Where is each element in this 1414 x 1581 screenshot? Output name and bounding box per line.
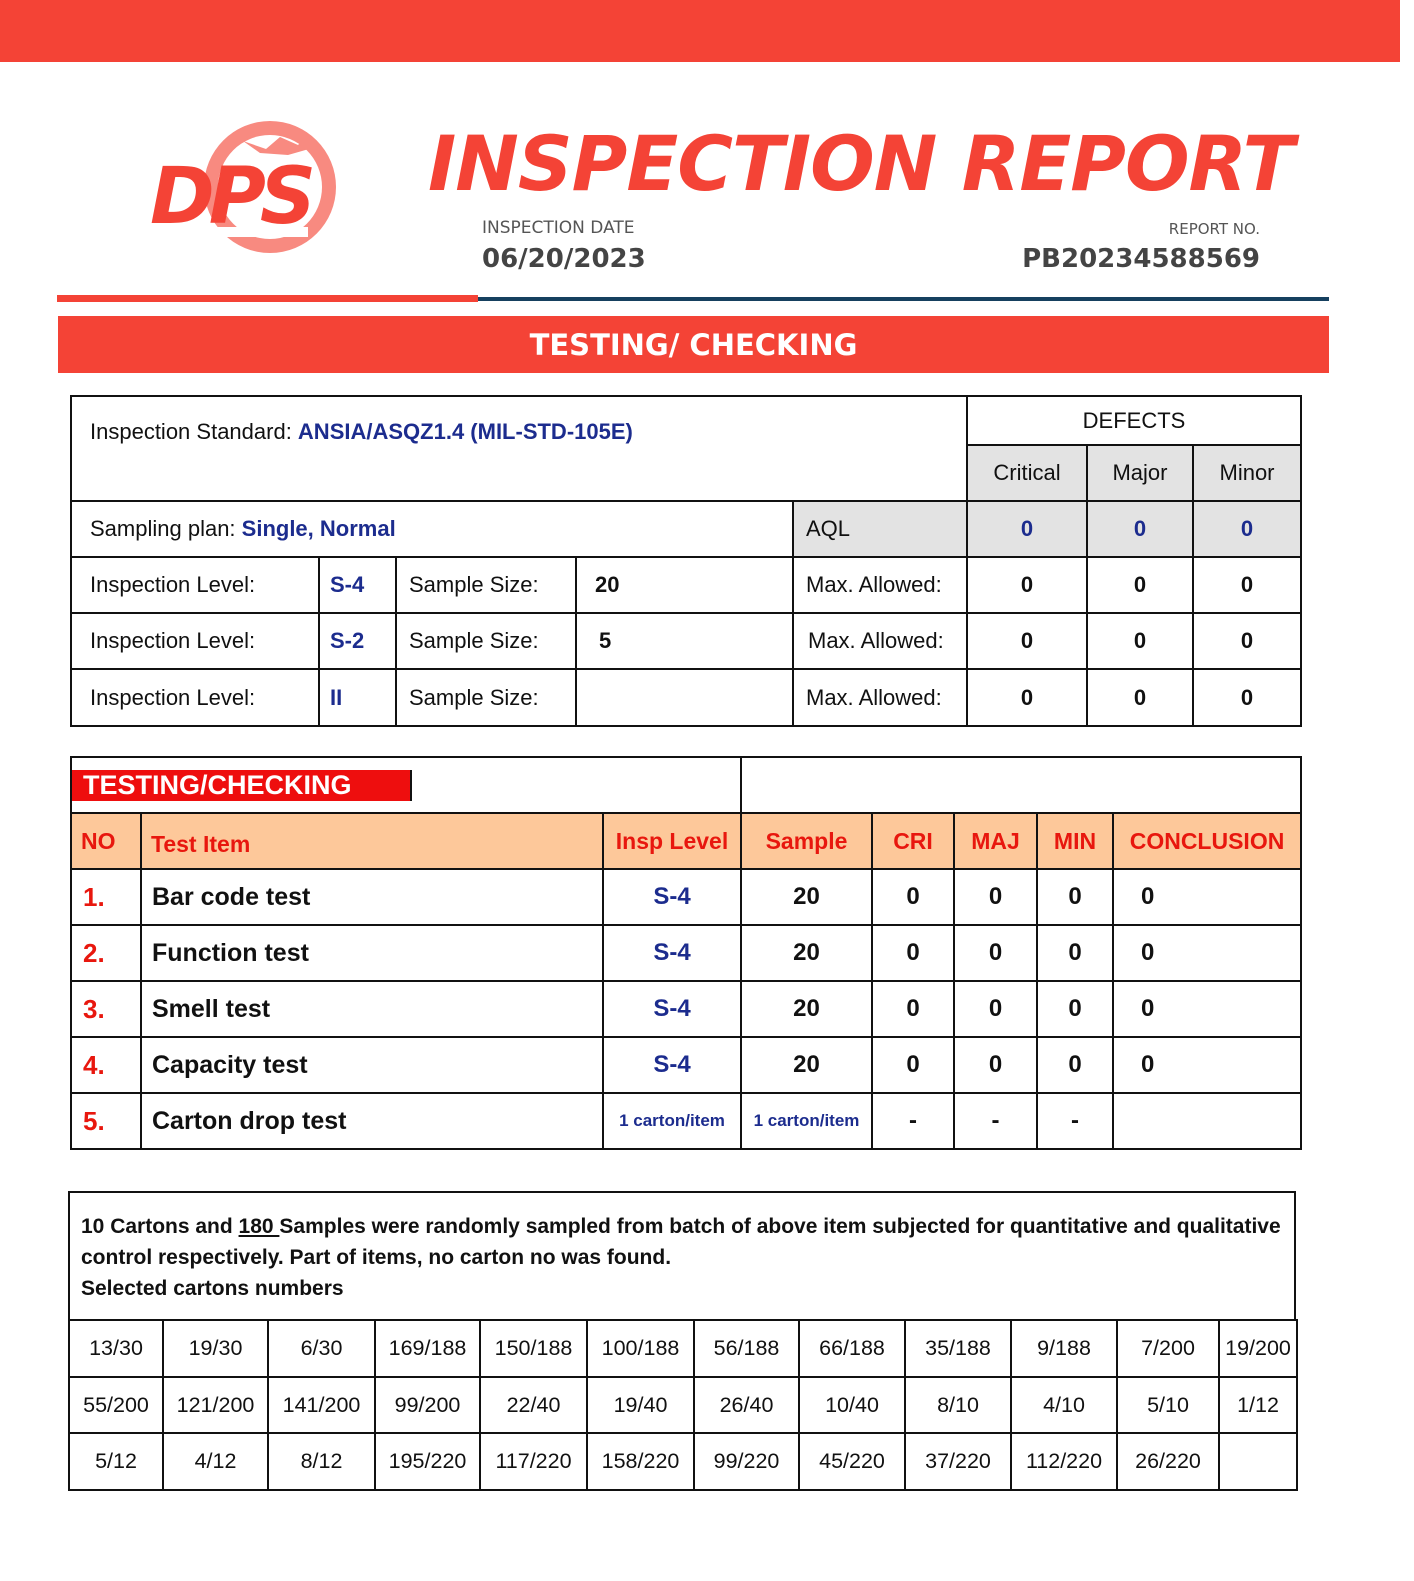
col-header-min: MIN xyxy=(1037,813,1113,869)
carton-number-cell: 169/188 xyxy=(375,1320,480,1377)
row-cri: - xyxy=(872,1093,954,1149)
defects-header: DEFECTS xyxy=(967,396,1301,445)
carton-number-cell: 5/12 xyxy=(69,1433,163,1490)
carton-number-cell: 55/200 xyxy=(69,1377,163,1433)
row-maj: 0 xyxy=(954,869,1037,925)
col-header-sample: Sample xyxy=(741,813,872,869)
table-row xyxy=(71,1093,1301,1149)
row-conclusion: 0 xyxy=(1113,981,1301,1037)
row-min: - xyxy=(1037,1093,1113,1149)
row-min: 0 xyxy=(1037,869,1113,925)
carton-number-cell: 8/12 xyxy=(268,1433,375,1490)
row-test-item: Carton drop test xyxy=(141,1093,603,1149)
carton-number-cell: 141/200 xyxy=(268,1377,375,1433)
table-row xyxy=(71,925,1301,981)
max-allowed-critical: 0 xyxy=(967,613,1087,669)
max-allowed-label: Max. Allowed: xyxy=(793,669,967,726)
col-header-maj: MAJ xyxy=(954,813,1037,869)
table-row xyxy=(71,869,1301,925)
row-conclusion xyxy=(1113,1093,1301,1149)
sample-size-label: Sample Size: xyxy=(396,557,576,613)
sample-size-value xyxy=(576,669,793,726)
carton-note-box xyxy=(68,1191,1296,1321)
carton-number-cell: 66/188 xyxy=(799,1320,905,1377)
carton-number-cell: 9/188 xyxy=(1011,1320,1117,1377)
inspection-level-label: Inspection Level: xyxy=(71,669,319,726)
max-allowed-critical: 0 xyxy=(967,557,1087,613)
carton-number-cell: 13/30 xyxy=(69,1320,163,1377)
row-maj: - xyxy=(954,1093,1037,1149)
row-insp-level: S-4 xyxy=(603,1037,741,1093)
carton-number-cell: 26/220 xyxy=(1117,1433,1219,1490)
carton-number-cell: 37/220 xyxy=(905,1433,1011,1490)
row-no: 1. xyxy=(71,869,141,925)
minor-header: Minor xyxy=(1193,445,1301,501)
table-row xyxy=(71,981,1301,1037)
carton-number-cell: 19/200 xyxy=(1219,1320,1297,1377)
level-row xyxy=(71,613,1301,669)
top-color-bar xyxy=(0,0,1400,62)
inspection-date-label: INSPECTION DATE xyxy=(482,218,635,238)
report-title: INSPECTION REPORT xyxy=(428,119,1294,208)
carton-note-part-b: Samples were randomly sampled from batch of above item subjected for quantitative and qualitative control respectively. Part of items, no carton no was found. xyxy=(81,1215,1281,1269)
row-maj: 0 xyxy=(954,925,1037,981)
testing-header-row xyxy=(71,813,1301,869)
carton-number-cell: 26/40 xyxy=(694,1377,799,1433)
row-conclusion: 0 xyxy=(1113,925,1301,981)
row-insp-level: 1 carton/item xyxy=(603,1093,741,1149)
max-allowed-critical: 0 xyxy=(967,669,1087,726)
report-no-value: PB20234588569 xyxy=(1022,244,1260,274)
sample-size-value: 20 xyxy=(576,557,793,613)
row-no: 2. xyxy=(71,925,141,981)
row-min: 0 xyxy=(1037,981,1113,1037)
carton-number-cell xyxy=(1219,1433,1297,1490)
dps-logo xyxy=(148,115,348,265)
carton-number-cell: 56/188 xyxy=(694,1320,799,1377)
carton-number-cell: 19/40 xyxy=(587,1377,694,1433)
row-no: 3. xyxy=(71,981,141,1037)
testing-title-row xyxy=(71,757,741,813)
svg-text:DPS: DPS xyxy=(150,152,311,242)
header-rule-navy xyxy=(478,297,1329,301)
carton-number-cell: 117/220 xyxy=(480,1433,587,1490)
row-insp-level: S-4 xyxy=(603,869,741,925)
carton-number-cell: 5/10 xyxy=(1117,1377,1219,1433)
inspection-date-value: 06/20/2023 xyxy=(482,244,646,274)
testing-title: TESTING/CHECKING xyxy=(72,770,410,801)
row-sample: 20 xyxy=(741,1037,872,1093)
carton-number-cell: 4/12 xyxy=(163,1433,268,1490)
row-test-item: Smell test xyxy=(141,981,603,1037)
row-min: 0 xyxy=(1037,925,1113,981)
col-header-insp-level: Insp Level xyxy=(603,813,741,869)
selected-cartons-label: Selected cartons numbers xyxy=(81,1277,344,1300)
row-cri: 0 xyxy=(872,981,954,1037)
inspection-level-value: II xyxy=(319,669,396,726)
max-allowed-minor: 0 xyxy=(1193,613,1301,669)
row-test-item: Bar code test xyxy=(141,869,603,925)
testing-table xyxy=(70,756,1302,1150)
carton-note-part-a: 10 Cartons and xyxy=(81,1215,239,1238)
sampling-plan-label: Sampling plan: xyxy=(90,516,242,541)
level-row xyxy=(71,557,1301,613)
sample-size-label: Sample Size: xyxy=(396,669,576,726)
carton-number-cell: 4/10 xyxy=(1011,1377,1117,1433)
table-row xyxy=(71,1037,1301,1093)
row-test-item: Function test xyxy=(141,925,603,981)
testing-title-blank-right xyxy=(741,757,1301,813)
sampling-plan-cell xyxy=(71,501,793,557)
inspection-level-value: S-4 xyxy=(319,557,396,613)
carton-number-cell: 1/12 xyxy=(1219,1377,1297,1433)
row-test-item: Capacity test xyxy=(141,1037,603,1093)
aql-critical: 0 xyxy=(967,501,1087,557)
row-no: 4. xyxy=(71,1037,141,1093)
carton-number-cell: 99/200 xyxy=(375,1377,480,1433)
carton-note-text xyxy=(81,1211,1283,1273)
col-header-no: NO xyxy=(71,813,141,869)
carton-row xyxy=(69,1377,1297,1433)
carton-number-cell: 7/200 xyxy=(1117,1320,1219,1377)
row-conclusion: 0 xyxy=(1113,1037,1301,1093)
critical-header: Critical xyxy=(967,445,1087,501)
max-allowed-minor: 0 xyxy=(1193,669,1301,726)
max-allowed-major: 0 xyxy=(1087,557,1193,613)
carton-row xyxy=(69,1433,1297,1490)
aql-label: AQL xyxy=(793,501,967,557)
sampling-plan-value: Single, Normal xyxy=(241,516,396,541)
row-sample: 1 carton/item xyxy=(741,1093,872,1149)
inspection-level-label: Inspection Level: xyxy=(71,613,319,669)
header-rule-red xyxy=(57,295,478,302)
level-row xyxy=(71,669,1301,726)
carton-number-cell: 112/220 xyxy=(1011,1433,1117,1490)
carton-number-cell: 195/220 xyxy=(375,1433,480,1490)
aql-major: 0 xyxy=(1087,501,1193,557)
carton-numbers-table xyxy=(68,1319,1298,1491)
sample-size-value: 5 xyxy=(576,613,793,669)
row-insp-level: S-4 xyxy=(603,925,741,981)
standard-table xyxy=(70,395,1302,727)
major-header: Major xyxy=(1087,445,1193,501)
row-maj: 0 xyxy=(954,1037,1037,1093)
inspection-level-value: S-2 xyxy=(319,613,396,669)
row-min: 0 xyxy=(1037,1037,1113,1093)
row-sample: 20 xyxy=(741,925,872,981)
sample-count: 180 xyxy=(238,1215,280,1238)
carton-number-cell: 150/188 xyxy=(480,1320,587,1377)
max-allowed-label: Max. Allowed: xyxy=(793,613,967,669)
testing-title-blank xyxy=(410,770,740,801)
carton-number-cell: 8/10 xyxy=(905,1377,1011,1433)
row-sample: 20 xyxy=(741,981,872,1037)
carton-number-cell: 6/30 xyxy=(268,1320,375,1377)
aql-minor: 0 xyxy=(1193,501,1301,557)
row-insp-level: S-4 xyxy=(603,981,741,1037)
carton-number-cell: 100/188 xyxy=(587,1320,694,1377)
max-allowed-major: 0 xyxy=(1087,613,1193,669)
carton-number-cell: 19/30 xyxy=(163,1320,268,1377)
col-header-conclusion: CONCLUSION xyxy=(1113,813,1301,869)
row-conclusion: 0 xyxy=(1113,869,1301,925)
carton-number-cell: 158/220 xyxy=(587,1433,694,1490)
inspection-standard-value: ANSIA/ASQZ1.4 (MIL-STD-105E) xyxy=(297,419,633,444)
row-maj: 0 xyxy=(954,981,1037,1037)
max-allowed-minor: 0 xyxy=(1193,557,1301,613)
carton-number-cell: 121/200 xyxy=(163,1377,268,1433)
max-allowed-label: Max. Allowed: xyxy=(793,557,967,613)
inspection-standard-label: Inspection Standard: xyxy=(90,419,298,444)
col-header-cri: CRI xyxy=(872,813,954,869)
row-cri: 0 xyxy=(872,869,954,925)
carton-number-cell: 35/188 xyxy=(905,1320,1011,1377)
report-no-label: REPORT NO. xyxy=(1168,220,1260,238)
max-allowed-major: 0 xyxy=(1087,669,1193,726)
carton-number-cell: 45/220 xyxy=(799,1433,905,1490)
row-cri: 0 xyxy=(872,925,954,981)
sample-size-label: Sample Size: xyxy=(396,613,576,669)
inspection-level-label: Inspection Level: xyxy=(71,557,319,613)
carton-row xyxy=(69,1320,1297,1377)
col-header-test-item: Test Item xyxy=(141,813,603,869)
carton-number-cell: 22/40 xyxy=(480,1377,587,1433)
row-cri: 0 xyxy=(872,1037,954,1093)
section-banner: TESTING/ CHECKING xyxy=(58,316,1329,373)
row-no: 5. xyxy=(71,1093,141,1149)
row-sample: 20 xyxy=(741,869,872,925)
carton-number-cell: 99/220 xyxy=(694,1433,799,1490)
carton-number-cell: 10/40 xyxy=(799,1377,905,1433)
inspection-standard-cell xyxy=(71,396,967,501)
